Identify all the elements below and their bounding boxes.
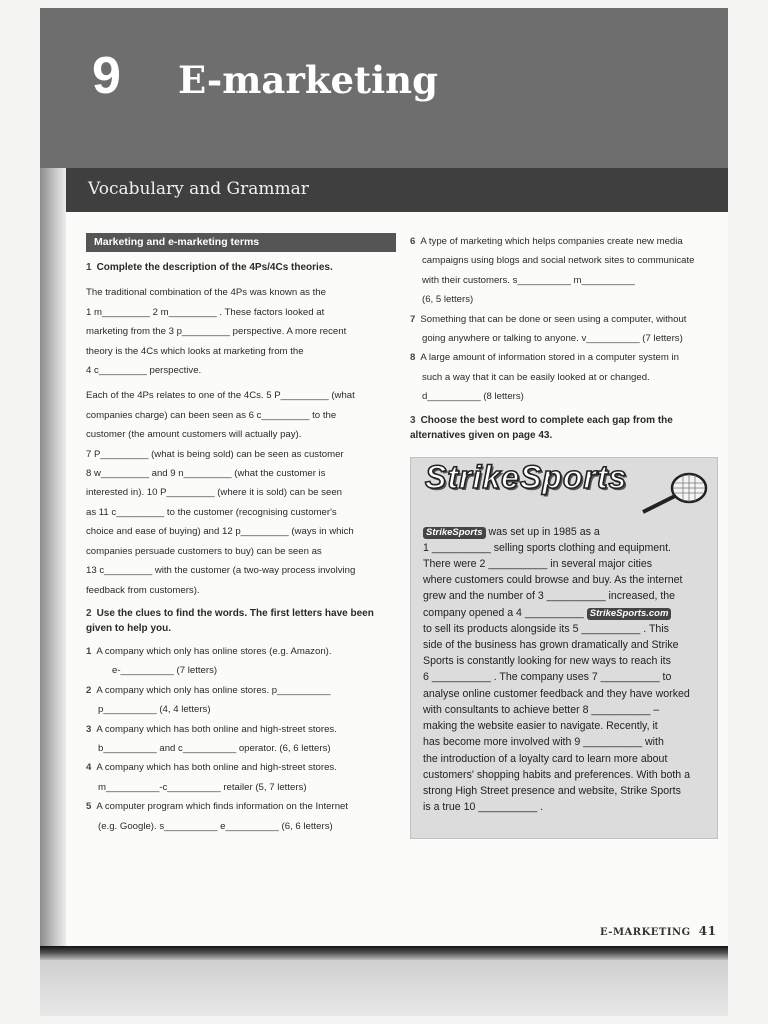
strikesports-mini-logo: StrikeSports [423,527,486,539]
text-line: The traditional combination of the 4Ps was known as the [86,287,326,299]
strikesports-text-box [410,457,718,839]
exercise-2-instruction [86,606,396,636]
page-number: 41 [698,924,717,938]
exercise-1-number: 1 [86,262,92,273]
clue-text: A large amount of information stored in a computer system in [420,352,679,364]
tennis-racket-icon [639,468,709,518]
text-line: companies persuade customers to buy) can be seen as [86,545,322,557]
article-line: strong High Street presence and website, Strike Sports [423,784,681,797]
clue-number: 5 [86,801,92,813]
clue-item [86,642,396,681]
article-line: 6 __________ . The company uses 7 __________ to [423,671,672,684]
article-line: There were 2 __________ in several major cities [423,558,653,571]
text-line: 13 c_________ with the customer (a two-way process involving [86,565,356,577]
text-line: companies charge) can been seen as 6 c_________ to the [86,409,337,421]
clue-item [86,681,396,720]
exercise-3-text: Choose the best word to complete each gap from the alternatives given on page 43. [410,414,673,441]
subhead-marketing-terms: Marketing and e-marketing terms [86,233,396,252]
text-line: 4 c_________ perspective. [86,365,202,377]
footer-label: E-MARKETING [600,927,691,938]
article-line: 1 __________ selling sports clothing and equipment. [423,541,671,554]
page-bottom-edge [40,946,728,960]
clue-text: A company which only has online stores (e.g. Amazon). [96,645,332,657]
exercise-3-number: 3 [410,414,416,426]
section-title: Vocabulary and Grammar [88,179,309,199]
clue-number: 2 [86,684,92,696]
clue-answer: (e.g. Google). s__________ e__________ (6, 6 letters) [98,820,333,832]
clue-text: with their customers. s__________ m__________ [422,274,635,286]
text-line: 1 m_________ 2 m_________ . These factors looked at [86,306,325,318]
left-column [86,232,396,836]
article-line [423,605,711,621]
clue-answer: b__________ and c__________ operator. (6, 6 letters) [98,742,331,754]
clue-number: 1 [86,645,92,657]
text-line: customer (the amount customers will actually pay). [86,429,302,441]
clue-text: campaigns using blogs and social network sites to communicate [422,255,695,267]
text-line: feedback from customers). [86,584,200,596]
article-line: customers' shopping habits and preferences. With both a [423,768,691,781]
article-line: making the website easier to navigate. Recently, it [423,720,658,733]
clue-item [410,310,718,349]
text-line: as 11 c_________ to the customer (recognising customer's [86,506,337,518]
clue-text: d__________ (8 letters) [422,391,524,403]
clue-number: 7 [410,313,416,325]
paragraph-4ps [86,283,396,380]
clue-item [86,797,396,836]
exercise-3-instruction [410,413,718,443]
strikesports-article [423,524,711,816]
strikesports-com-logo: StrikeSports.com [587,608,672,620]
chapter-title: E-marketing [178,58,438,102]
article-text: company opened a 4 __________ [423,606,584,619]
text-line: marketing from the 3 p_________ perspective. A more recent [86,326,347,338]
exercise-2-number: 2 [86,607,92,619]
article-line: Sports is constantly looking for new ways to reach its [423,655,671,668]
exercise-1-instruction [86,258,396,277]
exercise-1-text: Complete the description of the 4Ps/4Cs theories. [96,262,333,273]
strikesports-logo: StrikeSports [425,458,628,495]
text-line: 7 P_________ (what is being sold) can be seen as customer [86,448,344,460]
article-line: side of the business has grown dramatically and Strike [423,639,679,652]
clue-item [86,758,396,797]
text-line: Each of the 4Ps relates to one of the 4Cs. 5 P_________ (what [86,390,355,402]
article-text: was set up in 1985 as a [488,525,600,538]
page-footer [600,924,716,938]
clue-item [410,232,718,310]
article-line: has become more involved with 9 __________ with [423,736,664,749]
article-line: with consultants to achieve better 8 __________ – [423,703,660,716]
right-column [410,232,718,839]
clue-item [410,348,718,406]
clue-answer: p__________ (4, 4 letters) [98,704,211,716]
clue-text: A company which has both online and high-street stores. [96,723,337,735]
clue-text: A company which only has online stores. p__________ [96,684,331,696]
paragraph-4cs [86,386,396,599]
clue-text: going anywhere or talking to anyone. v__________ (7 letters) [422,333,683,345]
clue-number: 6 [410,236,416,247]
article-line: is a true 10 __________ . [423,801,544,814]
article-line: where customers could browse and buy. As the internet [423,574,683,587]
article-line: the introduction of a loyalty card to learn more about [423,752,668,765]
text-line: theory is the 4Cs which looks at marketing from the [86,345,304,357]
clue-text: A type of marketing which helps companies create new media [420,236,683,247]
clue-text: such a way that it can be easily looked at or changed. [422,371,650,383]
text-line: 8 w_________ and 9 n_________ (what the customer is [86,468,326,480]
chapter-number: 9 [92,47,121,105]
clue-text: Something that can be done or seen using a computer, without [420,313,687,325]
clue-item [86,720,396,759]
article-line: analyse online customer feedback and they have worked [423,687,690,700]
clue-number: 3 [86,723,92,735]
text-line: interested in). 10 P_________ (where it is sold) can be seen [86,487,342,499]
clue-answer: e-__________ (7 letters) [112,665,218,677]
clue-text: A company which has both online and high-street stores. [96,762,337,774]
exercise-2-text: Use the clues to find the words. The first letters have been given to help you. [86,607,374,634]
clue-number: 8 [410,352,416,364]
clue-number: 4 [86,762,92,774]
article-line [423,524,711,540]
clue-answer: m__________-c__________ retailer (5, 7 letters) [98,781,307,793]
clue-text: A computer program which finds information on the Internet [96,801,349,813]
text-line: choice and ease of buying) and 12 p_________ (ways in which [86,526,354,538]
article-line: grew and the number of 3 __________ increased, the [423,590,676,603]
article-line: to sell its products alongside its 5 __________ . This [423,622,669,635]
next-page-edge [40,960,728,1016]
clue-list [86,642,396,836]
clue-text: (6, 5 letters) [422,294,474,306]
